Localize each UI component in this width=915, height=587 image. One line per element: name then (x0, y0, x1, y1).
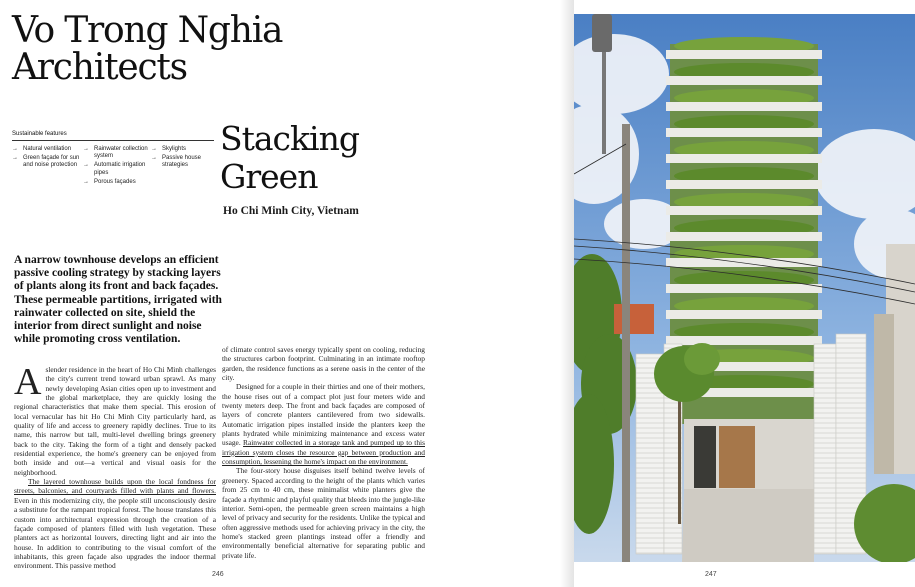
book-gutter (560, 0, 574, 587)
feature-item: → Skylights (151, 146, 187, 152)
page-number-left: 246 (212, 571, 224, 578)
highlighted-text: The layered townhouse builds upon the local fondness for streets, balconies, and courtyards filled with plants and flowers. (14, 477, 216, 496)
concrete-planter (666, 180, 822, 189)
project-title-line2: Green (220, 157, 318, 196)
project-title-line1: Stacking (220, 119, 359, 158)
body-column-1 (14, 361, 216, 571)
body-column-2 (222, 345, 425, 560)
page-number-right: 247 (705, 571, 717, 578)
body-paragraph: The layered townhouse builds upon the local fondness for streets, balconies, and courtyards filled with plants and flowers. Even in this modernizing city, the people still unconsciously desire a substitute for the rampant tropical forest. The house translates this custom into architectural expression through the creation of a façade composed of planters filled with lush vegetation. These planters act as horizontal louvers, directing light and air into the house. In addition to contributing to the visual comfort of the inhabitants, this green façade also upgrades the indoor thermal environment. This passive method (14, 477, 216, 571)
features-divider (12, 140, 214, 141)
concrete-planter (666, 206, 822, 215)
architect-name-line1: Vo Trong Nghia (12, 10, 283, 51)
electric-pole (622, 124, 630, 562)
concrete-planter (666, 154, 822, 163)
body-paragraph: The four-story house disguises itself behind twelve levels of greenery. Spaced according to the height of the plants which varies from 25 cm to 40 cm, these minimalist white planters give the façade a rhythmic and playful quality that bleeds into the jungle-like interior. Semi-open, the permeable green screen maintains a high level of privacy and security for the residents. Unlike the typical and often aggressive methods used for achieving privacy in the city, the home's stacked green plantings instead offer a friendly and environmentally beneficial alternative for separating public and private life. (222, 466, 425, 560)
wooden-door (719, 426, 755, 488)
highlighted-text: Rainwater collected in a storage tank and pumped up to this irrigation system closes the resource gap between production and consumption, lessening the home's impact on the environment. (222, 438, 425, 467)
architect-name-line2: Architects (12, 47, 187, 88)
project-location: Ho Chi Minh City, Vietnam (223, 205, 359, 217)
feature-item: → Passive house strategies (151, 155, 202, 169)
concrete-planter (666, 284, 822, 293)
arrow-icon: → (151, 146, 157, 152)
feature-item: → Natural ventilation (12, 146, 72, 152)
architect-name (12, 12, 332, 86)
driveway (682, 489, 814, 562)
concrete-planter (666, 336, 822, 345)
concrete-planter (666, 50, 822, 59)
feature-item: → Green façade for sun and noise protection (12, 155, 80, 169)
features-column-1 (12, 146, 82, 172)
building-photo (574, 14, 915, 562)
arrow-icon: → (12, 146, 18, 152)
concrete-planter (666, 310, 822, 319)
features-heading: Sustainable features (12, 131, 67, 137)
lead-paragraph: A narrow townhouse develops an efficient passive cooling strategy by stacking layers of plants along its front and back façades. These permeable partitions, irrigated with rainwater collected on site, shield the interior from direct sunlight and noise while promoting cross ventilation. (14, 254, 222, 346)
arrow-icon: → (83, 146, 89, 152)
concrete-planter (666, 232, 822, 241)
concrete-planter (666, 128, 822, 137)
features-column-3 (151, 146, 213, 172)
body-paragraph: Designed for a couple in their thirties and one of their mothers, the house rises out of a compact plot just four meters wide and twenty meters deep. The front and back façades are composed of layers of concrete planters cantilevered from two sidewalls. Automatic irrigation pipes installed inside the planters keep the plants hydrated while minimizing maintenance and excess water usage. Rainwater collected in a storage tank and pumped up to this irrigation system closes the resource gap between production and consumption, lessening the home's impact on the environment. (222, 382, 425, 467)
drop-cap: A (14, 361, 42, 403)
arrow-icon: → (151, 155, 157, 162)
body-paragraph: Aslender residence in the heart of Ho Chi Minh challenges the city's current trend toward urban sprawl. As many newly developing Asian cities open up to investment and the global marketplace, they are quickly losing the regional characteristics that make them special. This erosion of local vernacular has hit Ho Chi Minh City particularly hard, as quality of life and access to greenery rapidly declines. True to its name, this narrow but tall, multi-level dwelling brings greenery back to the city. Taking the form of a tight and densely packed residential experience, the home's greenery can be enjoyed from both inside and out—a vertical and visual oasis for the neighborhood. (14, 361, 216, 477)
concrete-planter (666, 102, 822, 111)
arrow-icon: → (83, 162, 89, 169)
feature-item: → Porous façades (83, 178, 136, 185)
feature-item: → Automatic irrigation pipes (83, 162, 146, 176)
concrete-planter (666, 76, 822, 85)
concrete-planter (666, 258, 822, 267)
project-title (220, 120, 359, 196)
features-column-2 (83, 146, 149, 188)
arrow-icon: → (12, 155, 18, 162)
arrow-icon: → (83, 178, 89, 185)
body-paragraph: of climate control saves energy typically spent on cooling, reducing the structures carbon footprint. Culminating in an intimate rooftop garden, the residence functions as a serene oasis in the center of the city. (222, 345, 425, 383)
feature-item: → Rainwater collection system (83, 146, 148, 160)
